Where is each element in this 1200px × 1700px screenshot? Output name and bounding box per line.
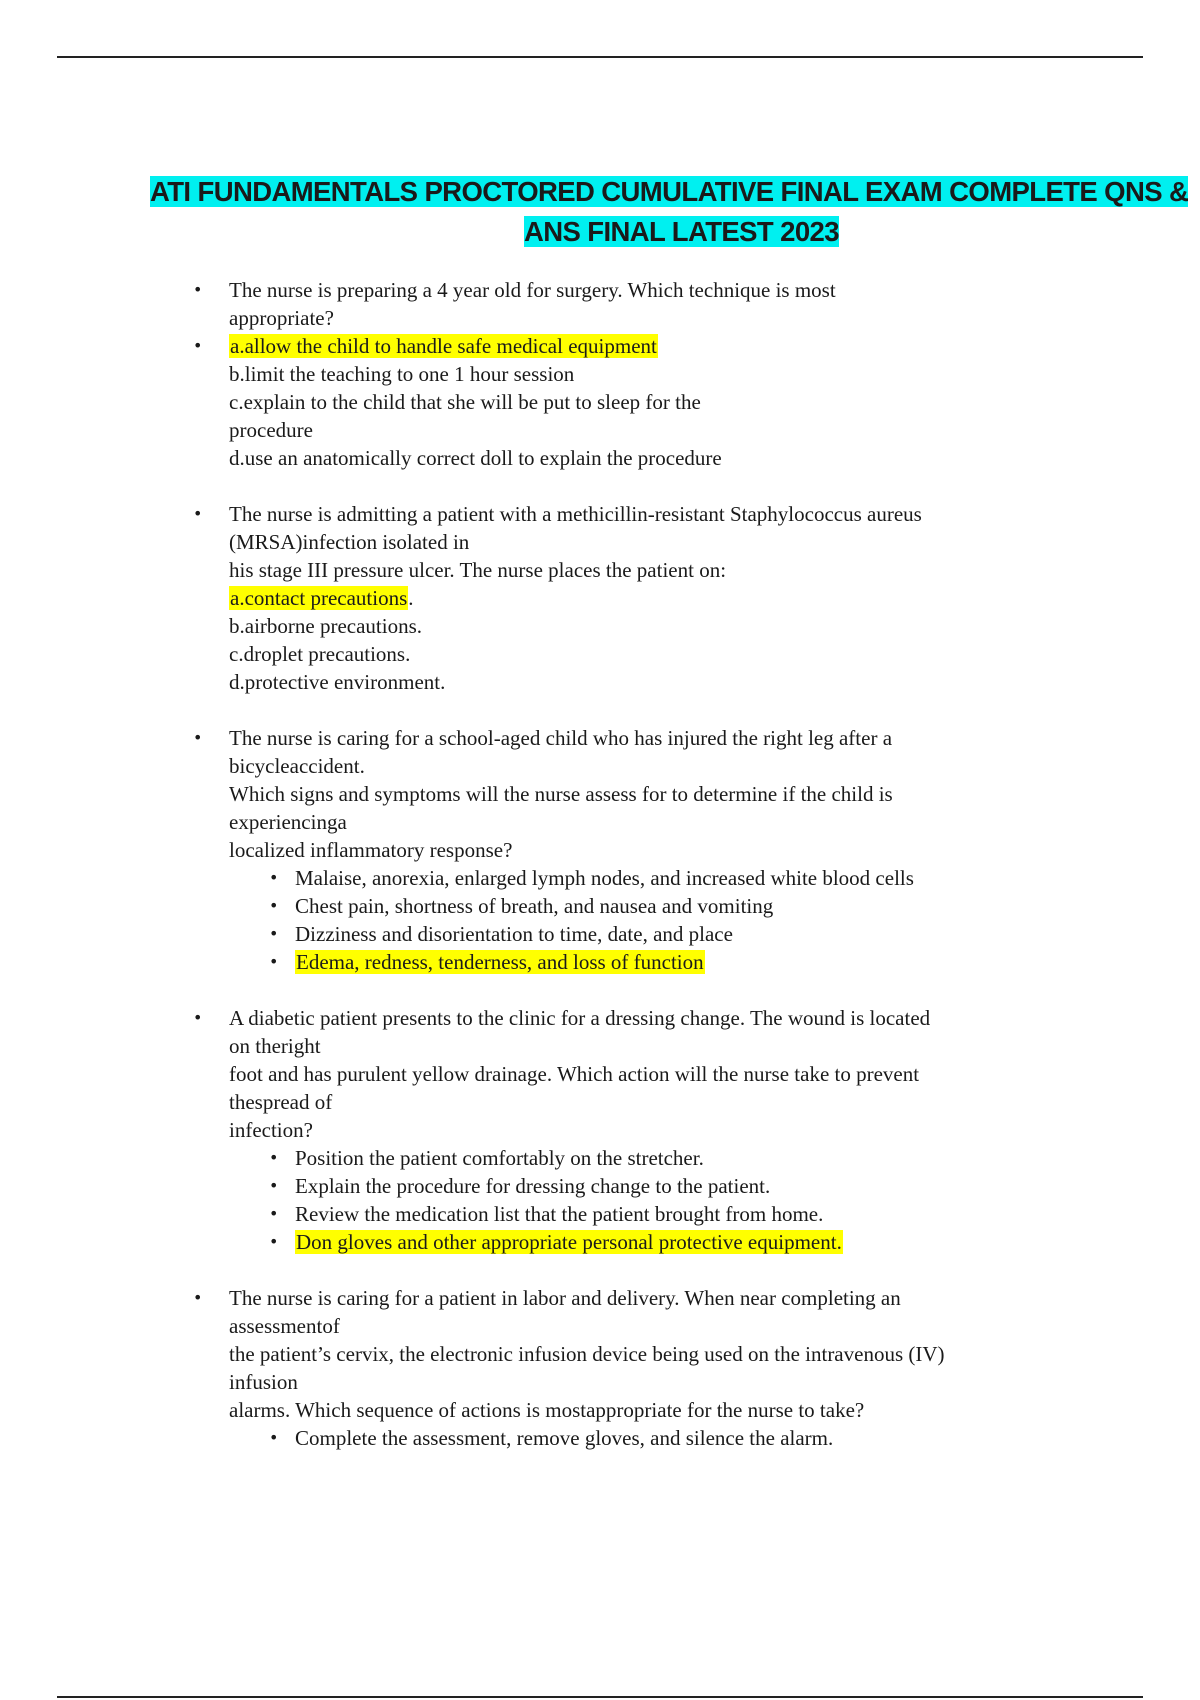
footer-rule — [57, 1696, 1143, 1698]
question-3 — [193, 724, 1093, 976]
choice-text: Dizziness and disorientation to time, date, and place — [295, 922, 733, 946]
question-text-line: infection? — [229, 1118, 313, 1142]
answer-choice — [265, 1172, 1093, 1200]
answer-choice — [265, 864, 1093, 892]
document-title — [150, 172, 1200, 252]
answer-choice — [265, 1200, 1093, 1228]
answer-highlight: Edema, redness, tenderness, and loss of function — [296, 950, 704, 974]
question-3-stem — [193, 724, 1093, 864]
answer-option: b.airborne precautions. — [229, 614, 423, 638]
question-list — [193, 276, 1093, 1452]
bullet-icon: • — [193, 728, 203, 747]
answer-option: c.explain to the child that she will be put to sleep for the — [229, 390, 701, 414]
question-text-line: The nurse is preparing a 4 year old for surgery. Which technique is most — [229, 278, 836, 302]
choice-text: Complete the assessment, remove gloves, and silence the alarm. — [295, 1426, 834, 1450]
choice-text: Review the medication list that the patient brought from home. — [295, 1202, 824, 1226]
choice-list — [193, 1424, 1093, 1452]
question-text-line: the patient’s cervix, the electronic infusion device being used on the intravenous (IV) — [229, 1342, 945, 1366]
question-text-line: foot and has purulent yellow drainage. Which action will the nurse take to prevent — [229, 1062, 920, 1086]
bullet-icon: • — [269, 924, 279, 943]
question-2 — [193, 500, 1093, 696]
question-text-line: assessmentof — [229, 1314, 340, 1338]
question-text-line: experiencinga — [229, 810, 347, 834]
correct-choice — [265, 1228, 1093, 1256]
choice-text: Malaise, anorexia, enlarged lymph nodes, and increased white blood cells — [295, 866, 914, 890]
answer-choice — [265, 1424, 1093, 1452]
bullet-icon: • — [193, 280, 203, 299]
question-text-line: The nurse is admitting a patient with a methicillin-resistant Staphylococcus aureus — [229, 502, 922, 526]
answer-choice — [265, 892, 1093, 920]
answer-option: procedure — [229, 418, 313, 442]
correct-choice — [265, 948, 1093, 976]
question-1-answers — [193, 332, 1093, 472]
question-1 — [193, 276, 1093, 472]
question-2-stem — [193, 500, 1093, 696]
title-line-2: ANS FINAL LATEST 2023 — [524, 216, 839, 247]
bullet-icon: • — [269, 1176, 279, 1195]
question-text-line: infusion — [229, 1370, 298, 1394]
question-text-line: alarms. Which sequence of actions is mostappropriate for the nurse to take? — [229, 1398, 865, 1422]
answer-highlight: a.contact precautions — [230, 586, 408, 610]
bullet-icon: • — [269, 952, 279, 971]
question-text-line: bicycleaccident. — [229, 754, 365, 778]
question-text-line: localized inflammatory response? — [229, 838, 513, 862]
bullet-icon: • — [269, 1428, 279, 1447]
bullet-icon: • — [269, 1204, 279, 1223]
correct-answer — [229, 332, 1093, 360]
question-text-line: on theright — [229, 1034, 321, 1058]
question-text-line: A diabetic patient presents to the clinic for a dressing change. The wound is located — [229, 1006, 931, 1030]
question-4-stem — [193, 1004, 1093, 1144]
header-rule — [57, 56, 1143, 58]
correct-answer — [229, 584, 1093, 612]
answer-choice — [265, 920, 1093, 948]
answer-highlight: a.allow the child to handle safe medical equipment — [230, 334, 657, 358]
answer-option: b.limit the teaching to one 1 hour session — [229, 362, 575, 386]
question-text-line: his stage III pressure ulcer. The nurse places the patient on: — [229, 558, 727, 582]
answer-suffix: . — [408, 586, 414, 610]
answer-option: d.use an anatomically correct doll to explain the procedure — [229, 446, 722, 470]
answer-highlight: Don gloves and other appropriate personal protective equipment. — [296, 1230, 842, 1254]
bullet-icon: • — [269, 1232, 279, 1251]
question-1-stem — [193, 276, 1093, 332]
question-text-line: Which signs and symptoms will the nurse assess for to determine if the child is — [229, 782, 893, 806]
bullet-icon: • — [269, 1148, 279, 1167]
bullet-icon: • — [193, 1288, 203, 1307]
bullet-icon: • — [269, 868, 279, 887]
choice-text: Position the patient comfortably on the stretcher. — [295, 1146, 704, 1170]
bullet-icon: • — [193, 336, 203, 355]
answer-option: d.protective environment. — [229, 670, 446, 694]
bullet-icon: • — [193, 1008, 203, 1027]
question-5-stem — [193, 1284, 1093, 1424]
choice-text: Explain the procedure for dressing change to the patient. — [295, 1174, 771, 1198]
question-text-line: (MRSA)infection isolated in — [229, 530, 470, 554]
title-line-1: ATI FUNDAMENTALS PROCTORED CUMULATIVE FINAL EXAM COMPLETE QNS & — [150, 176, 1189, 207]
choice-text: Chest pain, shortness of breath, and nausea and vomiting — [295, 894, 774, 918]
bullet-icon: • — [269, 896, 279, 915]
choice-list — [193, 1144, 1093, 1256]
answer-choice — [265, 1144, 1093, 1172]
answer-option: c.droplet precautions. — [229, 642, 411, 666]
question-text-line: The nurse is caring for a patient in labor and delivery. When near completing an — [229, 1286, 901, 1310]
question-text-line: thespread of — [229, 1090, 333, 1114]
question-text-line: appropriate? — [229, 306, 334, 330]
bullet-icon: • — [193, 504, 203, 523]
question-text-line: The nurse is caring for a school-aged child who has injured the right leg after a — [229, 726, 893, 750]
question-5 — [193, 1284, 1093, 1452]
question-4 — [193, 1004, 1093, 1256]
choice-list — [193, 864, 1093, 976]
